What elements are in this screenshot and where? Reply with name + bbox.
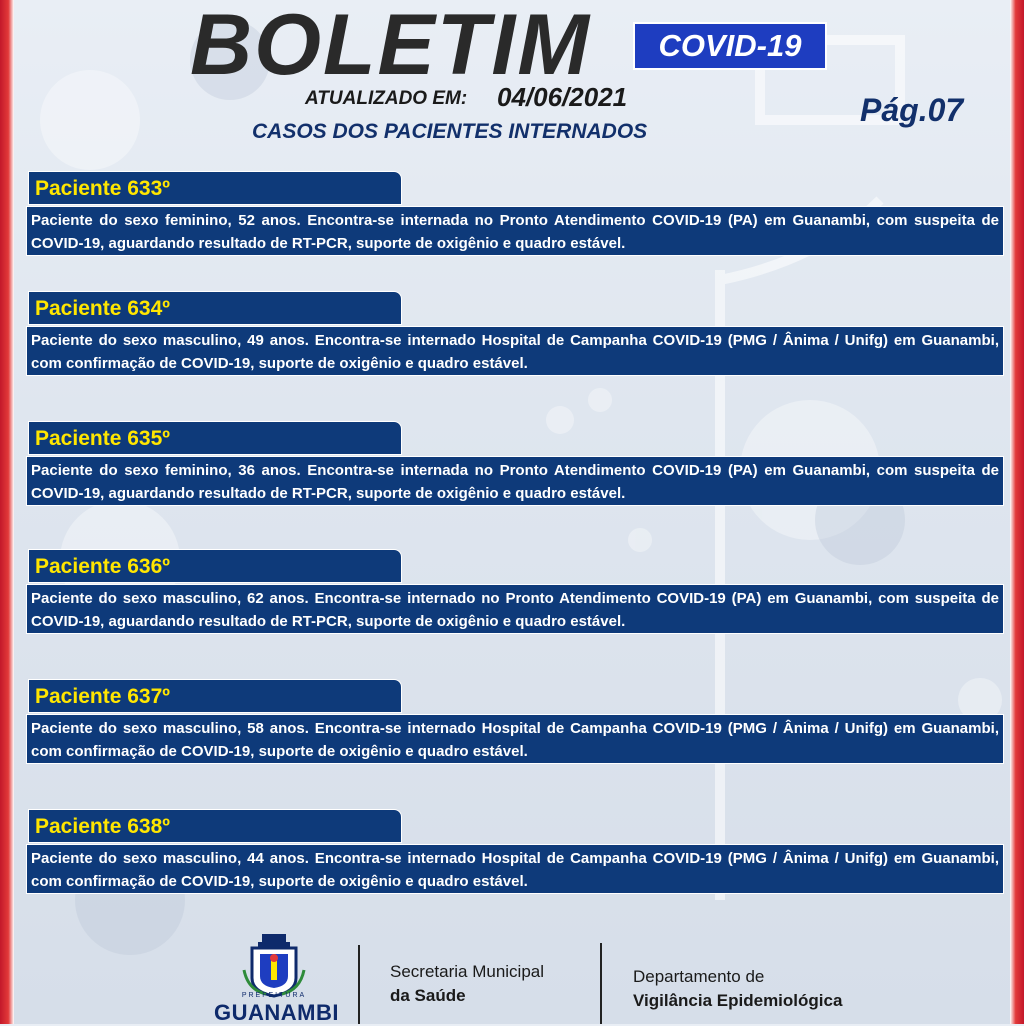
patient-label: Paciente 633º (28, 171, 402, 205)
secretaria-block (390, 960, 544, 1008)
departamento-line2: Vigilância Epidemiológica (633, 991, 843, 1010)
patient-label: Paciente 636º (28, 549, 402, 583)
patient-label: Paciente 635º (28, 421, 402, 455)
patient-description: Paciente do sexo feminino, 36 anos. Encontra-se internada no Pronto Atendimento COVID-19 (PA) em Guanambi, com suspeita de COVID-19, aguardando resultado de RT-PCR, suporte de oxigênio e quadro estável. (26, 456, 1004, 506)
secretaria-line2: da Saúde (390, 986, 466, 1005)
page-number: Pág.07 (860, 92, 964, 128)
right-frame-border (1010, 0, 1024, 1024)
updated-date: 04/06/2021 (497, 82, 628, 112)
left-frame-border (0, 0, 14, 1024)
patient-description: Paciente do sexo masculino, 49 anos. Encontra-se internado Hospital de Campanha COVID-19 (PMG / Ânima / Unifg) em Guanambi, com confirmação de COVID-19, suporte de oxigênio e quadro estável. (26, 326, 1004, 376)
covid-badge: COVID-19 (633, 22, 827, 70)
patient-label: Paciente 637º (28, 679, 402, 713)
bulletin-title: BOLETIM (190, 0, 591, 93)
patient-label: Paciente 638º (28, 809, 402, 843)
updated-label: ATUALIZADO EM: (305, 88, 468, 109)
footer-divider (600, 943, 602, 1024)
patient-description: Paciente do sexo masculino, 44 anos. Encontra-se internado Hospital de Campanha COVID-19 (PMG / Ânima / Unifg) em Guanambi, com confirmação de COVID-19, suporte de oxigênio e quadro estável. (26, 844, 1004, 894)
logo-prefeitura-text: PREFEITURA (241, 992, 307, 999)
secretaria-line1: Secretaria Municipal (390, 962, 545, 981)
departamento-line1: Departamento de (633, 967, 765, 986)
footer-divider (358, 945, 360, 1024)
patient-label: Paciente 634º (28, 291, 402, 325)
departamento-block (633, 965, 842, 1013)
patient-description: Paciente do sexo masculino, 58 anos. Encontra-se internado Hospital de Campanha COVID-19 (PMG / Ânima / Unifg) em Guanambi, com confirmação de COVID-19, suporte de oxigênio e quadro estável. (26, 714, 1004, 764)
patient-description: Paciente do sexo masculino, 62 anos. Encontra-se internado no Pronto Atendimento COVID-19 (PA) em Guanambi, com suspeita de COVID-19, aguardando resultado de RT-PCR, suporte de oxigênio e quadro estável. (26, 584, 1004, 634)
section-subtitle: CASOS DOS PACIENTES INTERNADOS (252, 120, 648, 143)
patient-description: Paciente do sexo feminino, 52 anos. Encontra-se internada no Pronto Atendimento COVID-19 (PA) em Guanambi, com suspeita de COVID-19, aguardando resultado de RT-PCR, suporte de oxigênio e quadro estável. (26, 206, 1004, 256)
logo-city-name: GUANAMBI (214, 1000, 339, 1025)
